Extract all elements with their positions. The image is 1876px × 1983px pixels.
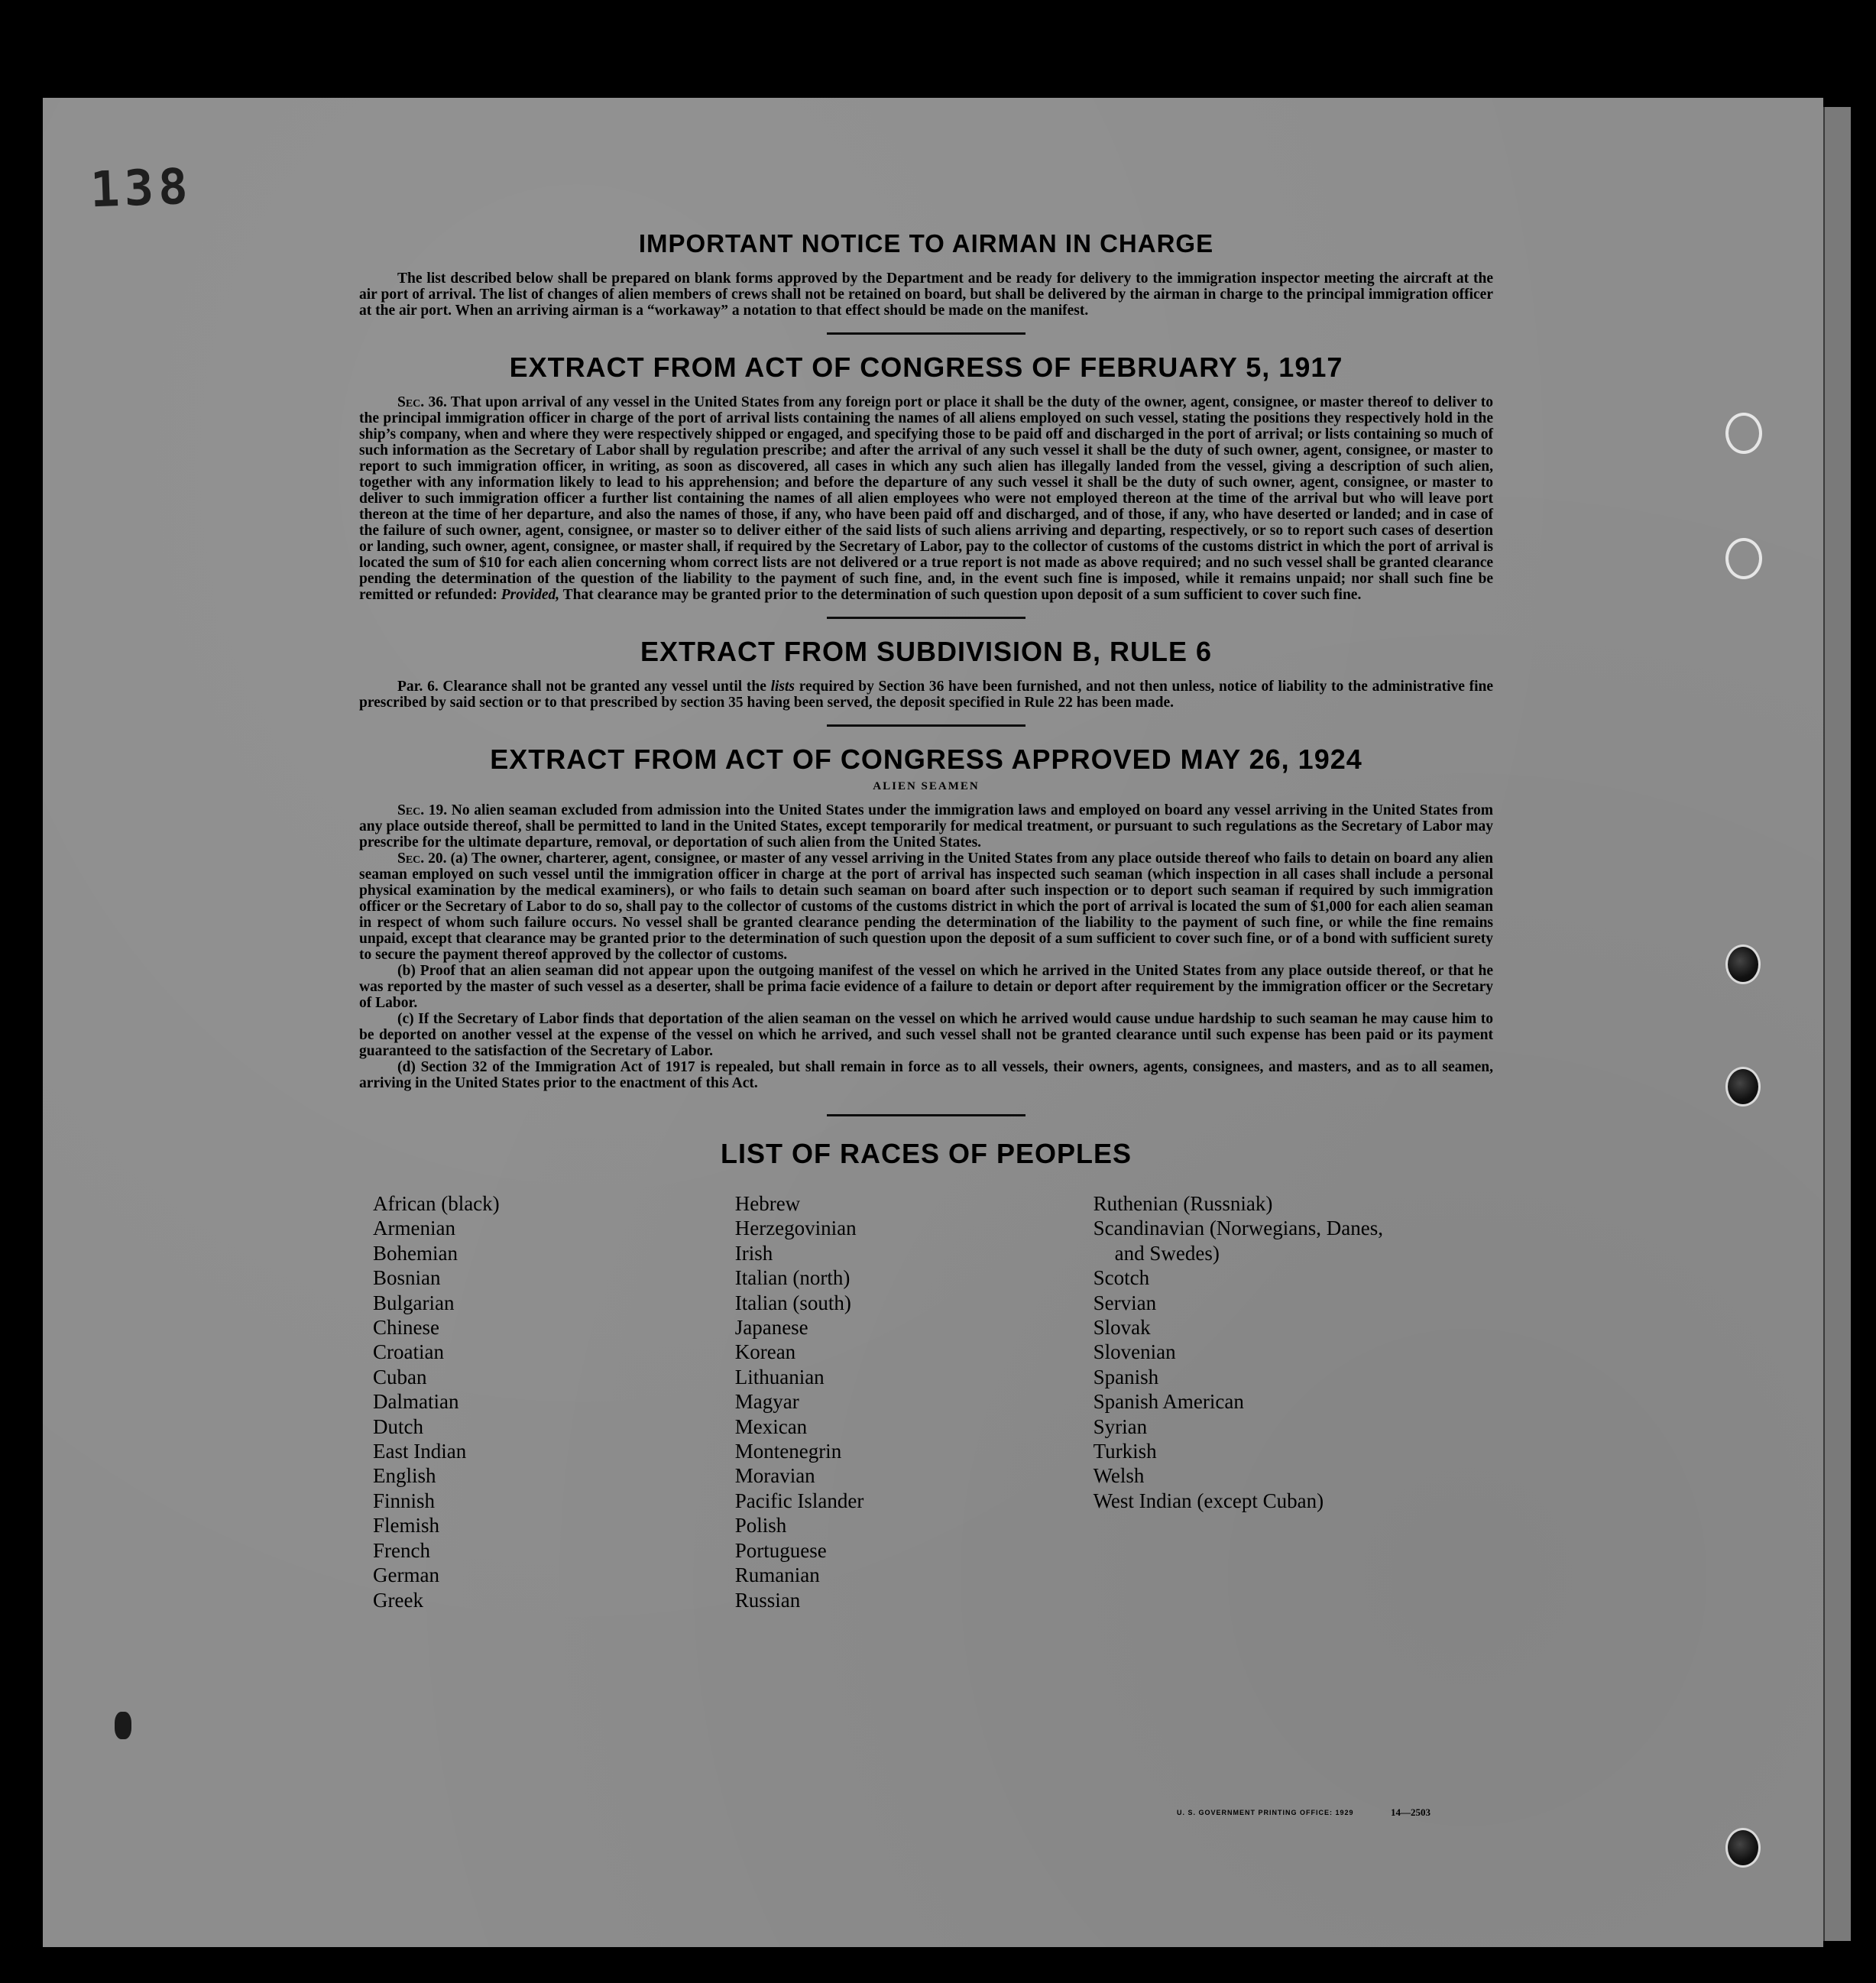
races-list [373,1191,1507,1612]
race-item: German [373,1563,439,1587]
race-item: Cuban [373,1365,427,1388]
race-item: Scotch [1093,1266,1150,1290]
paragraph-label: Par. 6. [397,679,439,695]
alien-seamen-subhead: ALIEN SEAMEN [873,780,980,792]
race-item: Japanese [734,1316,808,1340]
section-label: Sec. 36. [397,394,447,410]
provided-text: That clearance may be granted prior to the determination of such question upon deposit of a sum sufficient to cover such fine. [562,587,1362,603]
section-text: That upon arrival of any vessel in the United States from any foreign port or place it shall be the duty of the owner, agent, consignee, or master thereof to deliver to the principal immigration officer in charge of the port of arrival lists containing the names of all aliens employed on such vessel, stating the positions they respectively hold in the ship’s company, when and where they were respectively shipped or engaged, and specifying those to be paid off and discharged in the port of arrival; or lists containing so much of such information as the Secretary of Labor shall by regulation prescribe; and after the arrival of any such vessel it shall be the duty of such owner, agent, consignee, or master to report to such immigration officer, in writing, as soon as discovered, all cases in which any such alien has illegally landed from the vessel, giving a description of such alien, together with any information likely to lead to his apprehension; and before the departure of any such vessel it shall be the duty of such owner, agent, consignee, or master to deliver to such immigration officer a further list containing the names of all alien employees who were not employed thereon at the time of the arrival but who will leave port thereon at the time of her departure, and also the names of those, if any, who have been paid off and discharged, and of those, if any, who have deserted or landed; and in case of the failure of such owner, agent, consignee, or master so to deliver either of the said lists of such aliens arriving and departing, respectively, or so to report such cases of desertion or landing, such owner, agent, consignee, or master shall, if required by the Secretary of Labor, pay to the collector of customs of the customs district in which the port of arrival is located the sum of $10 for each alien concerning whom correct lists are not delivered or a true report is not made as above required; and no such vessel shall be granted clearance pending the determination of the question of the liability to the payment of such fine, and, in the event such fine is imposed, while it remains unpaid; nor shall such fine be remitted or refunded: [359,394,1493,603]
race-item: Mexican [734,1414,808,1438]
race-item: East Indian [373,1440,467,1463]
race-item: Slovak [1093,1316,1151,1340]
race-item: Flemish [373,1514,440,1537]
race-item: Bosnian [373,1266,441,1290]
race-item: Montenegrin [734,1440,842,1463]
race-item: Ruthenian (Russniak) [1093,1192,1273,1215]
divider [827,724,1025,727]
race-item: Syrian [1093,1414,1148,1438]
race-item: Scandinavian (Norwegians, Danes, [1093,1217,1383,1240]
race-item: Turkish [1093,1440,1157,1463]
binding-edge [1823,107,1851,1941]
race-item: Italian (north) [734,1266,851,1290]
punch-hole [1725,1067,1761,1107]
race-item: Rumanian [734,1563,820,1587]
race-item: Polish [734,1514,787,1537]
punch-hole [1725,413,1762,454]
race-item: Dutch [373,1414,423,1438]
printer-imprint: U. S. GOVERNMENT PRINTING OFFICE: 1929 [1177,1809,1354,1816]
races-column-1 [373,1191,735,1612]
punch-hole [1725,945,1761,984]
divider [827,332,1025,335]
race-item: African (black) [373,1192,500,1215]
act-1917-title: EXTRACT FROM ACT OF CONGRESS OF FEBRUARY 5, 1917 [509,352,1343,383]
race-item: Servian [1093,1291,1157,1314]
race-item: Russian [734,1588,801,1612]
race-item: Welsh [1093,1464,1145,1488]
race-item: Spanish American [1093,1390,1244,1414]
race-item: Pacific Islander [734,1489,864,1512]
document-body [359,229,1493,1612]
race-item: Herzegovinian [734,1217,857,1240]
race-item: Bulgarian [373,1291,455,1314]
race-item: Finnish [373,1489,436,1512]
page-number: 138 [89,158,193,219]
notice-title: IMPORTANT NOTICE TO AIRMAN IN CHARGE [638,229,1214,258]
races-column-3 [1094,1191,1507,1612]
section-20b: (b) Proof that an alien seaman did not appear upon the outgoing manifest of the vessel on which he arrived in the United States from any place outside thereof, or that he was reported by the master of such vessel as a deserter, shall be prima facie evidence of a failure to detain or deport after requirement by the immigration officer or the Secretary of Labor. [359,963,1493,1011]
section-20d: (d) Section 32 of the Immigration Act of 1917 is repealed, but shall remain in force as to all vessels, their owners, agents, consignees, and masters, and as to all seamen, arriving in the United States prior to the enactment of this Act. [359,1059,1493,1091]
section-20c: (c) If the Secretary of Labor finds that deportation of the alien seaman on the vessel on which he arrived would cause undue hardship to such seaman he may cause him to be deported on another vessel at the expense of the vessel on which he arrived, and such vessel shall not be granted clearance until such expense has been paid or its payment guaranteed to the satisfaction of the Secretary of Labor. [359,1011,1493,1059]
race-item: French [373,1538,430,1562]
races-column-2 [735,1191,1094,1612]
races-title: LIST OF RACES OF PEOPLES [720,1138,1132,1169]
race-item: Irish [734,1241,773,1265]
divider [827,1114,1025,1116]
rule-6-title: EXTRACT FROM SUBDIVISION B, RULE 6 [640,636,1213,667]
race-item: Italian (south) [734,1291,851,1314]
race-item: Croatian [373,1340,444,1364]
rule-6-paragraph: Par. 6. Clearance shall not be granted any vessel until the lists required by Section 36 have been furnished, and not then unless, notice of liability to the administrative fine prescribed by said section or to that prescribed by section 35 having been served, the deposit specified in Rule 22 has been made. [359,679,1494,711]
act-1924-title: EXTRACT FROM ACT OF CONGRESS APPROVED MAY 26, 1924 [490,744,1362,775]
act-1917-section-36 [359,394,1493,603]
race-item: Chinese [373,1316,439,1340]
section-20a: Sec. 20. (a) The owner, charterer, agent, consignee, or master of any vessel arriving in the United States from any place outside thereof who fails to detain on board any alien seaman employed on such vessel until the immigration officer in charge at the port of arrival has inspected such seaman (which inspection in all cases shall include a personal physical examination by the medical examiners), or who fails to detain such seaman on board after such inspection or to deport such seaman if required by such immigration officer or the Secretary of Labor to do so, shall pay to the collector of customs of the customs district in which the port of arrival is located the sum of $1,000 for each alien seaman in respect of whom such failure occurs. No vessel shall be granted clearance pending the determination of the liability to the payment of such fine, or while the fine remains unpaid, except that clearance may be granted prior to the determination of such question upon the deposit of a sum sufficient to cover such fine, or of a bond with sufficient surety to secure the payment thereof approved by the collector of customs. [359,851,1494,963]
ink-smudge [115,1712,131,1739]
punch-hole [1725,1828,1761,1868]
race-item: and Swedes) [1114,1241,1220,1265]
race-item: Magyar [734,1390,799,1414]
race-item: Lithuanian [734,1365,825,1388]
race-item: Moravian [734,1464,815,1488]
section-19: Sec. 19. No alien seaman excluded from admission into the United States under the immigration laws and employed on board any vessel arriving in the United States from any place outside thereof, shall be permitted to land in the United States, except temporarily for medical treatment, or pursuant to such regulations as the Secretary of Labor may prescribe for the ultimate departure, removal, or deportation of such alien from the United States. [359,802,1494,851]
race-item: Greek [373,1588,423,1612]
race-item: Spanish [1093,1365,1159,1388]
notice-body: The list described below shall be prepared on blank forms approved by the Department and be ready for delivery to the immigration inspector meeting the aircraft at the air port of arrival. The list of changes of alien members of crews shall not be retained on board, but shall be delivered by the airman in charge to the principal immigration officer at the air port. When an arriving airman is a “workaway” a notation to that effect should be made on the manifest. [359,271,1493,319]
form-number: 14—2503 [1391,1806,1430,1818]
race-item: English [373,1464,436,1488]
race-item: Slovenian [1093,1340,1176,1364]
race-item: Korean [734,1340,796,1364]
race-item: West Indian (except Cuban) [1093,1489,1324,1512]
race-item: Dalmatian [373,1390,459,1414]
race-item: Hebrew [734,1192,801,1215]
race-item: Bohemian [373,1241,458,1265]
race-item: Portuguese [734,1538,827,1562]
punch-hole [1725,538,1762,579]
provided-label: Provided, [501,587,560,603]
race-item: Armenian [373,1217,455,1240]
divider [827,617,1025,619]
